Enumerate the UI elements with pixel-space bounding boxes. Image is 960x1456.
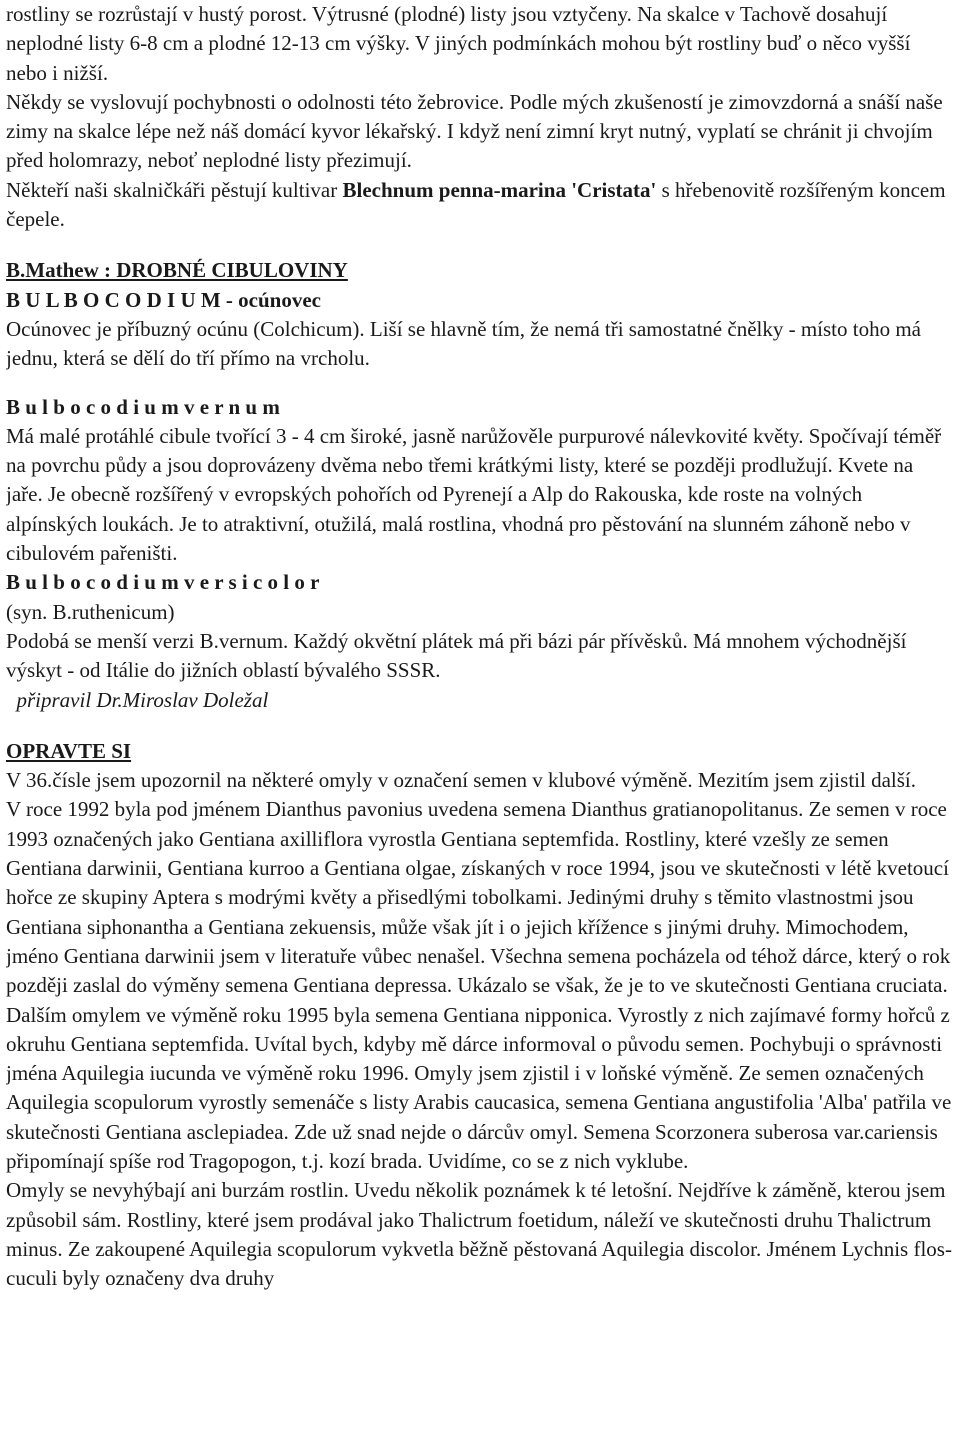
species-heading-versicolor: B u l b o c o d i u m v e r s i c o l o r	[6, 570, 320, 595]
document-page	[6, 0, 954, 1456]
species-heading-vernum: B u l b o c o d i u m v e r n u m	[6, 394, 280, 419]
spacer	[6, 715, 954, 737]
cultivar-text-before: Někteří naši skalničkáři pěstují kultivar	[6, 177, 343, 202]
article-heading-bulbs: B.Mathew : DROBNÉ CIBULOVINY	[6, 258, 348, 283]
article-author: připravil Dr.Miroslav Doležal	[6, 687, 269, 712]
genus-heading-bulbocodium: B U L B O C O D I U M - ocúnovec	[6, 287, 321, 312]
versicolor-synonym: (syn. B.ruthenicum)	[6, 599, 175, 624]
cultivar-name: Blechnum penna-marina 'Cristata'	[342, 177, 657, 202]
paragraph-cultivar	[6, 176, 954, 235]
paragraph-seed-exchange-errors: V roce 1992 byla pod jménem Dianthus pavonius uvedena semena Dianthus gratianopolitanus. Ze semen v roce 1993 označených jako Gentiana axilliflora vyrostla Gentiana septemfida. Rostliny, které vzešly ze semen Gentiana darwinii, Gentiana kurroo a Gentiana olgae, získaných v roce 1994, jsou ve skutečnosti v létě kvetoucí hořce ze skupiny Aptera s modrými květy a přisedlými tobolkami. Jedinými druhy s těmito vlastnostmi jsou Gentiana siphonantha a Gentiana zekuensis, může však jít i o jejich křížence s jinými druhy. Mimochodem, jméno Gentiana darwinii jsem v literatuře vůbec nenašel. Všechna semena pocházela od téhož dárce, který o rok později zaslal do výměny semena Gentiana depressa. Ukázalo se však, že je to ve skutečnosti Gentiana cruciata. Dalším omylem ve výměně roku 1995 byla semena Gentiana nipponica. Vyrostly z nich zajímavé formy hořců z okruhu Gentiana septemfida. Uvítal bych, kdyby mě dárce informoval o původu semen. Pochybuji o správnosti jména Aquilegia iucunda ve výměně roku 1996. Omyly jsem zjistil i v loňské výměně. Ze semen označených Aquilegia scopulorum vyrostly semenáče s listy Arabis caucasica, semena Gentiana angustifolia 'Alba' patřila ve skutečnosti Gentiana asclepiadea. Zde už snad nejde o dárcův omyl. Semena Scorzonera suberosa var.cariensis připomínají spíše rod Tragopogon, t.j. kozí brada. Uvidíme, co se z nich vyklube.	[6, 797, 952, 1173]
paragraph-genus-description: Ocúnovec je příbuzný ocúnu (Colchicum). Liší se hlavně tím, že nemá tři samostatné čnělky - místo toho má jednu, která se dělí do tří přímo na vrcholu.	[6, 316, 922, 371]
cultivar-text-after: s hřebenovitě rozšířeným koncem čepele.	[6, 177, 946, 232]
paragraph-versicolor-description: Podobá se menší verzi B.vernum. Každý okvětní plátek má při bázi pár přívěsků. Má mnohem východnější výskyt - od Itálie do jižních oblastí bývalého SSSR.	[6, 628, 907, 683]
spacer	[6, 374, 954, 393]
paragraph-corrections-intro: V 36.čísle jsem upozornil na některé omyly v označení semen v klubové výměně. Mezitím jsem zjistil další.	[6, 768, 916, 793]
paragraph-hardiness: Někdy se vyslovují pochybnosti o odolnosti této žebrovice. Podle mých zkušeností je zimovzdorná a snáší naše zimy na skalce lépe než náš domácí kyvor lékařský. I když není zimní kryt nutný, vyplatí se chránit ji chvojím před holomrazy, neboť neplodné listy přezimují.	[6, 89, 943, 173]
paragraph-vernum-description: Má malé protáhlé cibule tvořící 3 - 4 cm široké, jasně narůžověle purpurové nálevkovité květy. Spočívají téměř na povrchu půdy a jsou doprovázeny dvěma nebo třemi krátkými listy, které se později prodlužují. Kvete na jaře. Je obecně rozšířený v evropských pohořích od Pyrenejí a Alp do Rakouska, kde roste na volných alpínských loukách. Je to atraktivní, otužilá, malá rostlina, vhodná pro pěstování na slunném záhoně nebo v cibulovém pařeništi.	[6, 423, 942, 566]
article-heading-corrections: OPRAVTE SI	[6, 738, 132, 763]
paragraph-plant-market-errors: Omyly se nevyhýbají ani burzám rostlin. Uvedu několik poznámek k té letošní. Nejdříve k záměně, kterou jsem způsobil sám. Rostliny, které jsem prodával jako Thalictrum foetidum, náleží ve skutečnosti druhu Thalictrum minus. Ze zakoupené Aquilegia scopulorum vykvetla běžně pěstovaná Aquilegia discolor. Jménem Lychnis flos-cuculi byly označeny dva druhy	[6, 1178, 952, 1291]
paragraph-blechnum-description: rostliny se rozrůstají v hustý porost. Výtrusné (plodné) listy jsou vztyčeny. Na skalce v Tachově dosahují neplodné listy 6-8 cm a plodné 12-13 cm výšky. V jiných podmínkách mohou být rostliny buď o něco vyšší nebo i nižší.	[6, 2, 911, 85]
spacer	[6, 234, 954, 256]
